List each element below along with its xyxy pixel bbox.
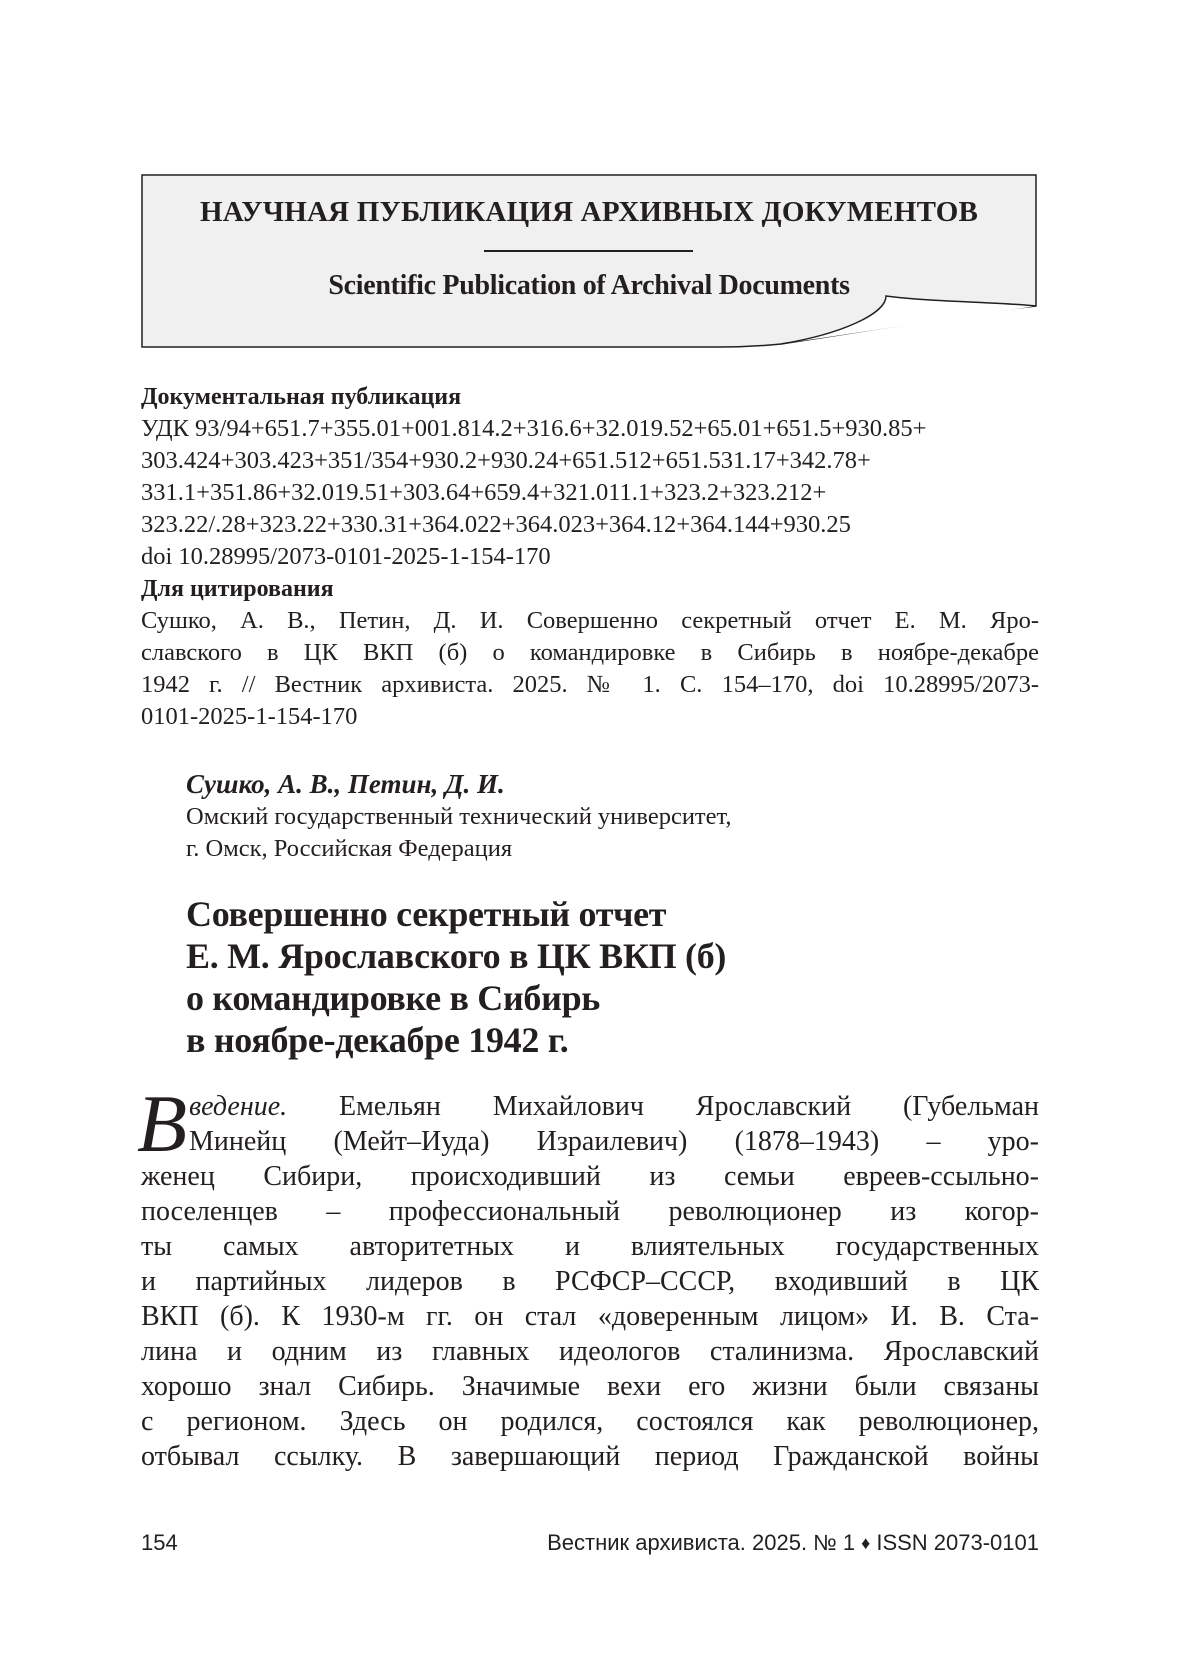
title-line: Совершенно секретный отчет [186,894,667,934]
publication-type-label: Документальная публикация [141,384,462,410]
body-text-fragment: Емельян Михайлович Ярославский (Губельман [339,1091,1039,1122]
citation-line: 0101-2025-1-154-170 [141,703,358,730]
journal-info [547,1530,1039,1556]
body-line: хорошо знал Сибирь. Значимые вехи его жизни были связаны [141,1371,1039,1402]
section-title-en: Scientific Publication of Archival Documents [328,270,850,301]
body-line: ты самых авторитетных и влиятельных государственных [141,1231,1039,1262]
article-meta [141,381,1039,733]
banner-divider [484,250,693,252]
page-footer [141,1530,1039,1560]
article-title [186,893,986,1061]
intro-heading: ведение. [189,1091,288,1122]
diamond-icon: ♦ [861,1533,871,1553]
citation-label: Для цитирования [141,576,334,602]
page-number: 154 [141,1530,178,1555]
udk-line: УДК 93/94+651.7+355.01+001.814.2+316.6+32.019.52+65.01+651.5+930.85+ [141,415,927,442]
affiliation: Омский государственный технический университет, [186,803,732,830]
issn: ISSN 2073-0101 [876,1530,1039,1555]
article-body [137,1078,1039,1474]
body-line: отбывал ссылку. В завершающий период Гражданской войны [141,1441,1039,1472]
citation-line: славского в ЦК ВКП (б) о командировке в Сибирь в ноябре-декабре [141,639,1039,666]
title-line: о командировке в Сибирь [186,978,601,1018]
title-line: Е. М. Ярославского в ЦК ВКП (б) [186,936,727,976]
body-line: ВКП (б). К 1930-м гг. он стал «доверенным лицом» И. В. Ста- [141,1301,1039,1332]
udk-line: 323.22/.28+323.22+330.31+364.022+364.023+364.12+364.144+930.25 [141,511,851,538]
author-names: Сушко, А. В., Петин, Д. И. [186,769,505,799]
authors-block [186,767,986,865]
citation-line: 1942 г. // Вестник архивиста. 2025. № 1. С. 154–170, doi 10.28995/2073- [141,671,1039,698]
body-line [141,1089,1039,1124]
udk-line: 303.424+303.423+351/354+930.2+930.24+651.512+651.531.17+342.78+ [141,447,871,474]
title-line: в ноябре-декабре 1942 г. [186,1020,569,1060]
drop-cap: В [137,1078,188,1169]
body-line: с регионом. Здесь он родился, состоялся как революционер, [141,1406,1039,1437]
citation-line: Сушко, А. В., Петин, Д. И. Совершенно секретный отчет Е. М. Яро- [141,607,1039,634]
body-line: лина и одним из главных идеологов сталинизма. Ярославский [141,1336,1039,1367]
body-line: поселенцев – профессиональный революционер из когор- [141,1196,1039,1227]
doi: doi 10.28995/2073-0101-2025-1-154-170 [141,543,551,570]
udk-line: 331.1+351.86+32.019.51+303.64+659.4+321.011.1+323.2+323.212+ [141,479,827,506]
body-line: женец Сибири, происходивший из семьи евреев-ссыльно- [141,1161,1039,1192]
affiliation-location: г. Омск, Российская Федерация [186,835,513,862]
section-title-ru: НАУЧНАЯ ПУБЛИКАЦИЯ АРХИВНЫХ ДОКУМЕНТОВ [199,196,979,228]
section-banner [141,174,1037,348]
body-line: Минейц (Мейт–Иуда) Израилевич) (1878–1943) – уро- [189,1126,1039,1157]
journal-title: Вестник архивиста. 2025. № 1 [547,1530,856,1555]
body-line: и партийных лидеров в РСФСР–СССР, входивший в ЦК [141,1266,1039,1297]
